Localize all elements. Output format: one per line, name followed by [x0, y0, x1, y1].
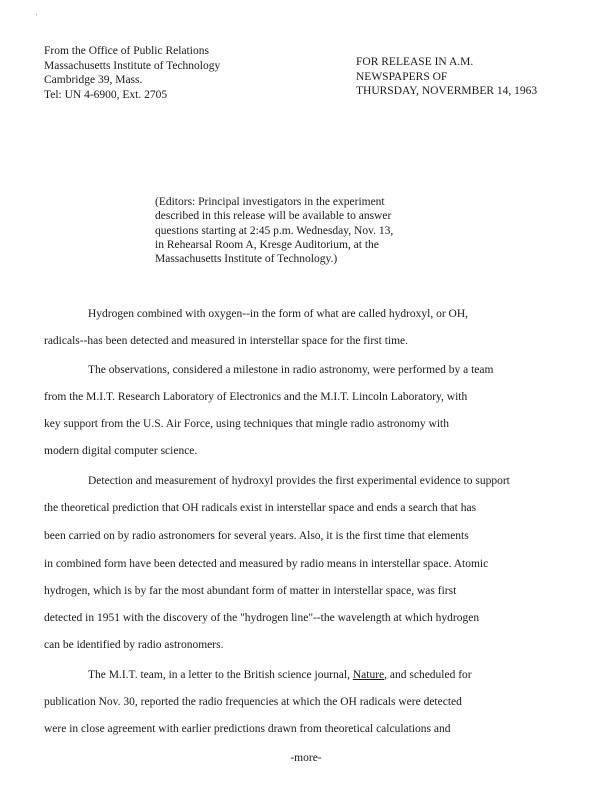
paragraph-3-line: in combined form have been detected and measured by radio means in interstellar space. Atomic — [44, 558, 489, 570]
editors-note — [155, 195, 393, 266]
paragraph-2-line: modern digital computer science. — [44, 445, 198, 457]
paragraph-4-line: were in close agreement with earlier predictions drawn from theoretical calculations and — [44, 723, 451, 735]
paragraph-3-line: can be identified by radio astronomers. — [44, 639, 224, 651]
from-address-block — [44, 44, 220, 102]
paragraph-2-line: from the M.I.T. Research Laboratory of Electronics and the M.I.T. Lincoln Laboratory, with — [44, 391, 468, 403]
paragraph-3-line: hydrogen, which is by far the most abundant form of matter in interstellar space, was first — [44, 585, 457, 597]
paragraph-1-line: radicals--has been detected and measured in interstellar space for the first time. — [44, 335, 409, 347]
paragraph-2-line: The observations, considered a milestone in radio astronomy, were performed by a team — [88, 364, 494, 376]
paragraph-3-line: detected in 1951 with the discovery of the "hydrogen line"--the wavelength at which hydrogen — [44, 612, 480, 624]
stray-tick-mark: ' — [36, 14, 38, 20]
paragraph-3-line: been carried on by radio astronomers for several years. Also, it is the first time that elements — [44, 530, 469, 542]
release-line-3: THURSDAY, NOVERMBER 14, 1963 — [356, 85, 538, 97]
paragraph-2-line: key support from the U.S. Air Force, using techniques that mingle radio astronomy with — [44, 418, 449, 430]
paragraph-4-text: , and scheduled for — [384, 669, 472, 681]
editors-note-line: Massachusetts Institute of Technology.) — [155, 253, 338, 266]
paragraph-3-line: the theoretical prediction that OH radicals exist in interstellar space and ends a search that has — [44, 502, 477, 514]
release-line-2: NEWSPAPERS OF — [356, 70, 448, 83]
more-continuation-marker: -more- — [290, 752, 322, 764]
paragraph-3-line: Detection and measurement of hydroxyl provides the first experimental evidence to support — [88, 475, 510, 487]
paragraph-4-line: publication Nov. 30, reported the radio frequencies at which the OH radicals were detected — [44, 696, 462, 708]
from-city-line: Cambridge 39, Mass. — [44, 74, 143, 86]
editors-note-line: (Editors: Principal investigators in the experiment — [155, 196, 385, 208]
from-institute-line: Massachusetts Institute of Technology — [44, 59, 221, 72]
journal-name-nature: Nature — [352, 669, 385, 681]
editors-note-line: questions starting at 2:45 p.m. Wednesday, Nov. 13, — [155, 224, 394, 237]
from-office-line: From the Office of Public Relations — [44, 45, 209, 57]
release-date-block — [356, 55, 537, 99]
paragraph-1-line: Hydrogen combined with oxygen--in the form of what are called hydroxyl, or OH, — [88, 308, 469, 320]
editors-note-line: described in this release will be available to answer — [155, 210, 392, 223]
paragraph-4-text: The M.I.T. team, in a letter to the British science journal, — [88, 669, 353, 681]
from-phone-line: Tel: UN 4-6900, Ext. 2705 — [44, 88, 168, 101]
paragraph-4-line — [88, 669, 472, 681]
release-line-1: FOR RELEASE IN A.M. — [356, 56, 474, 68]
editors-note-line: in Rehearsal Room A, Kresge Auditorium, at the — [155, 238, 379, 251]
